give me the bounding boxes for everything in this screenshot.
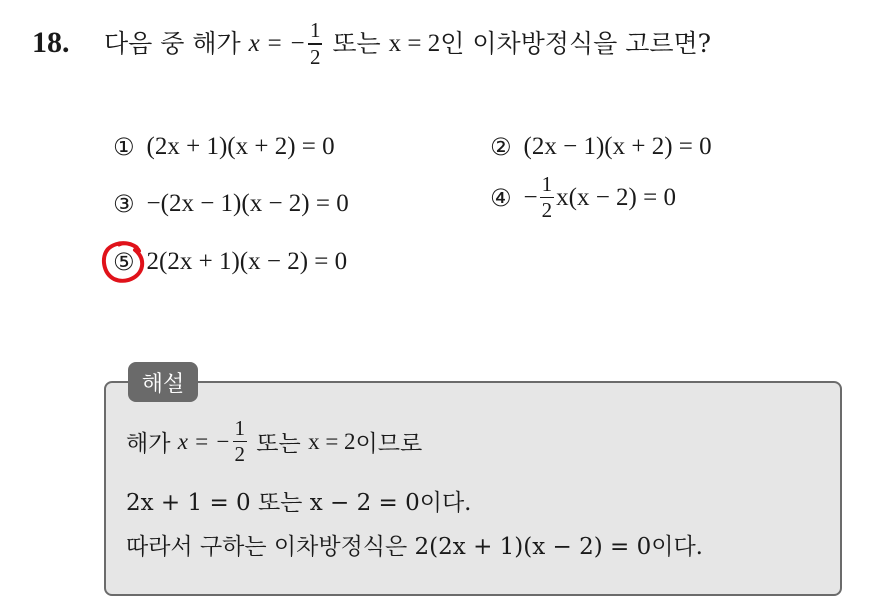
choice-3[interactable] — [113, 190, 349, 218]
fraction-numerator: 1 — [234, 416, 245, 440]
fraction-denominator: 2 — [541, 198, 553, 223]
question-text-or: 또는 — [324, 29, 389, 58]
choice-label: ⑤ — [113, 248, 135, 276]
explanation-line1-prefix: 해가 — [126, 431, 178, 458]
fraction-denominator: 2 — [234, 442, 245, 467]
explanation-line-1 — [126, 418, 422, 465]
choice-label: ④ — [490, 183, 512, 212]
question-number: 18. — [32, 26, 70, 59]
choice-expression: (2x + 1)(x + 2) = 0 — [146, 133, 335, 160]
question-root1-lhs: x = − — [248, 30, 306, 57]
explanation-line1-lhs: x = − — [177, 428, 231, 454]
choice-fraction — [540, 174, 555, 221]
choice-4[interactable] — [490, 174, 676, 221]
fraction-numerator: 1 — [309, 18, 321, 43]
choice-5[interactable] — [113, 248, 347, 276]
choice-label: ③ — [113, 190, 135, 218]
question-root2: x = 2 — [388, 30, 441, 57]
choice-1[interactable] — [113, 133, 335, 161]
choice-expression-suffix: x(x − 2) = 0 — [556, 183, 676, 211]
explanation-line1-root2: x = 2 — [308, 428, 356, 454]
choice-expression — [524, 174, 676, 221]
answer-circle-mark — [99, 237, 147, 285]
question-text-suffix: 인 이차방정식을 고르면? — [440, 29, 712, 58]
choice-expression: −(2x − 1)(x − 2) = 0 — [146, 190, 349, 217]
explanation-line-2: 2x + 1 = 0 또는 x − 2 = 0이다. — [126, 490, 472, 516]
choice-2[interactable] — [490, 133, 712, 161]
question-text — [104, 18, 711, 70]
question-text-prefix: 다음 중 해가 — [104, 29, 249, 58]
explanation-line1-or: 또는 — [249, 431, 309, 458]
choice-expression: (2x − 1)(x + 2) = 0 — [523, 133, 712, 160]
fraction-numerator: 1 — [541, 172, 553, 196]
choice-expression-prefix: − — [523, 183, 538, 211]
explanation-line-3: 따라서 구하는 이차방정식은 2(2x + 1)(x − 2) = 0이다. — [126, 534, 703, 560]
explanation-fraction — [233, 418, 248, 465]
explanation-line1-suffix: 이므로 — [355, 431, 423, 458]
question-fraction — [308, 20, 323, 67]
choice-expression: 2(2x + 1)(x − 2) = 0 — [146, 248, 348, 275]
explanation-tag: 해설 — [128, 362, 198, 402]
choice-label: ② — [490, 133, 512, 161]
choice-label: ① — [113, 133, 135, 161]
fraction-denominator: 2 — [309, 44, 321, 69]
